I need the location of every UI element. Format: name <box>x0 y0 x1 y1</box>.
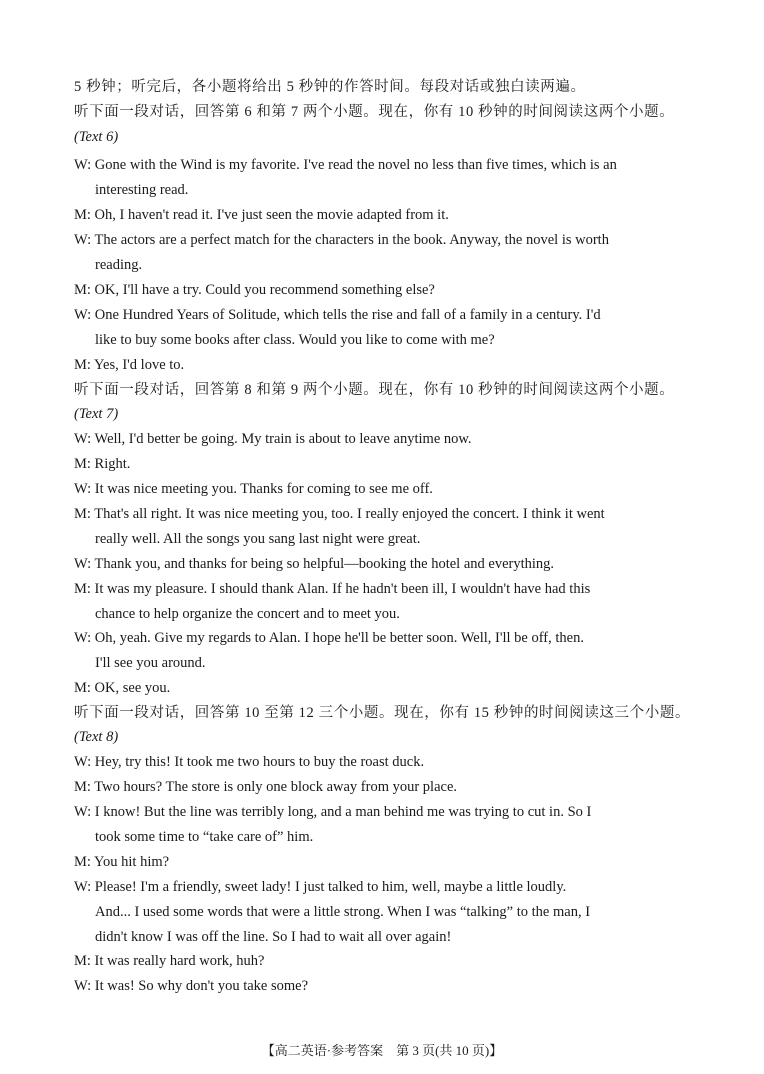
text-label <box>74 728 714 746</box>
dialogue-continuation: reading. <box>95 257 143 273</box>
dialogue-continuation: really well. All the songs you sang last night were great. <box>95 531 421 547</box>
dialogue-line: M: You hit him? <box>74 854 170 870</box>
dialogue-continuation: didn't know I was off the line. So I had to wait all over again! <box>95 929 452 945</box>
text-label <box>74 405 714 423</box>
dialogue-line: W: Well, I'd better be going. My train is about to leave anytime now. <box>74 431 472 447</box>
dialogue-line: M: Yes, I'd love to. <box>74 357 185 373</box>
text-label <box>74 128 714 146</box>
instruction-line: 听下面一段对话，回答第 8 和第 9 两个小题。现在，你有 10 秒钟的时间阅读这两个小题。 <box>74 382 675 398</box>
dialogue-line: W: Thank you, and thanks for being so helpful—booking the hotel and everything. <box>74 556 555 572</box>
dialogue-line: W: I know! But the line was terribly long, and a man behind me was trying to cut in. So I <box>74 804 592 820</box>
dialogue-line: M: OK, see you. <box>74 680 171 696</box>
dialogue-continuation: interesting read. <box>95 182 189 198</box>
dialogue-line: W: Hey, try this! It took me two hours to buy the roast duck. <box>74 754 425 770</box>
page-footer: 【高二英语·参考答案 第 3 页(共 10 页)】 <box>261 1043 503 1058</box>
instruction-line: 听下面一段对话，回答第 10 至第 12 三个小题。现在，你有 15 秒钟的时间阅读这三个小题。 <box>74 705 691 721</box>
dialogue-line: W: It was! So why don't you take some? <box>74 978 309 994</box>
dialogue-line: M: That's all right. It was nice meeting you, too. I really enjoyed the concert. I think it went <box>74 506 605 522</box>
text-label-8: (Text 8) <box>74 729 119 745</box>
dialogue-line: W: Please! I'm a friendly, sweet lady! I just talked to him, well, maybe a little loudly. <box>74 879 567 895</box>
text-label-6: (Text 6) <box>74 129 119 145</box>
dialogue-continuation: chance to help organize the concert and to meet you. <box>95 606 400 622</box>
dialogue-line: M: Right. <box>74 456 131 472</box>
dialogue-line: M: It was really hard work, huh? <box>74 953 265 969</box>
dialogue-line: M: Two hours? The store is only one block away from your place. <box>74 779 458 795</box>
dialogue-line: M: Oh, I haven't read it. I've just seen the movie adapted from it. <box>74 207 449 223</box>
dialogue-line: W: Oh, yeah. Give my regards to Alan. I hope he'll be better soon. Well, I'll be off, then. <box>74 630 584 646</box>
dialogue-continuation: I'll see you around. <box>95 655 206 671</box>
dialogue-continuation: took some time to “take care of” him. <box>95 829 314 845</box>
text-label-7: (Text 7) <box>74 406 119 422</box>
instruction-line: 听下面一段对话，回答第 6 和第 7 两个小题。现在，你有 10 秒钟的时间阅读这两个小题。 <box>74 104 675 120</box>
dialogue-line: W: It was nice meeting you. Thanks for coming to see me off. <box>74 481 433 497</box>
dialogue-continuation: like to buy some books after class. Would you like to come with me? <box>95 332 495 348</box>
dialogue-line: M: OK, I'll have a try. Could you recommend something else? <box>74 282 435 298</box>
instruction-line: 5 秒钟；听完后，各小题将给出 5 秒钟的作答时间。每段对话或独白读两遍。 <box>74 79 586 95</box>
dialogue-line: W: One Hundred Years of Solitude, which tells the rise and fall of a family in a century. I'd <box>74 307 601 323</box>
dialogue-line: W: The actors are a perfect match for the characters in the book. Anyway, the novel is worth <box>74 232 609 248</box>
dialogue-continuation: And... I used some words that were a little strong. When I was “talking” to the man, I <box>95 904 591 920</box>
dialogue-line: W: Gone with the Wind is my favorite. I've read the novel no less than five times, which is an <box>74 157 617 173</box>
dialogue-line: M: It was my pleasure. I should thank Alan. If he hadn't been ill, I wouldn't have had this <box>74 581 591 597</box>
